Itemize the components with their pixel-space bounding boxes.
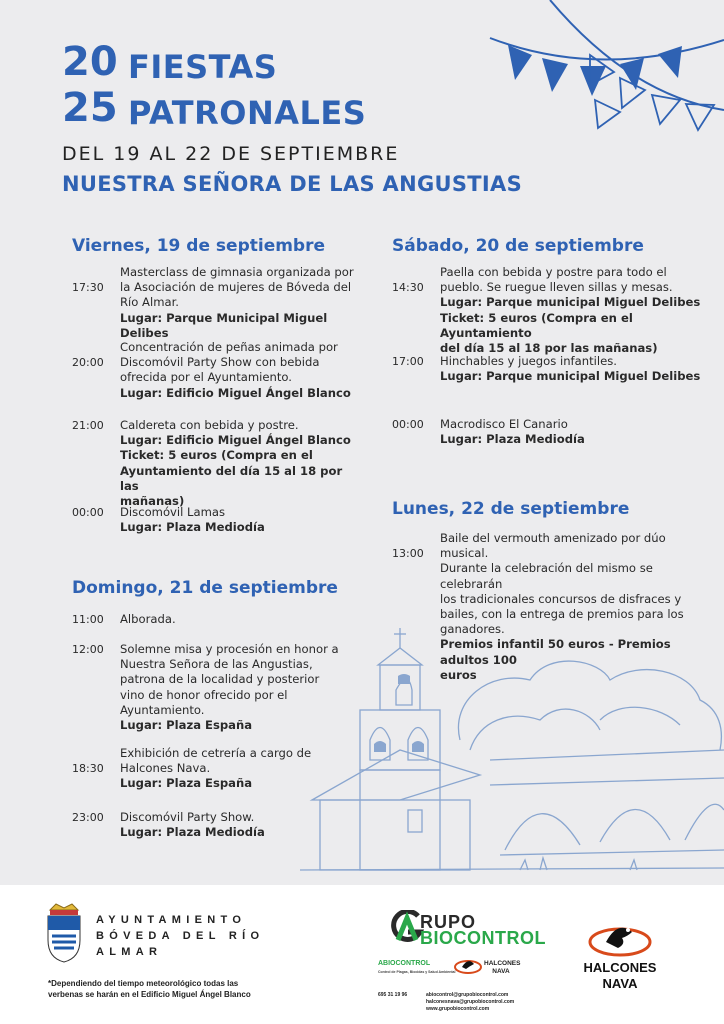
event-text-line: Concentración de peñas animada por [120,340,338,354]
grupo-label: RUPO [420,912,477,932]
halcones-nava-logo-icon [588,918,652,958]
event-detail-line: Lugar: Plaza Mediodía [440,432,585,447]
event-text-line: vino de honor ofrecido por el [120,687,288,702]
event-detail-line: Lugar: Plaza Mediodía [120,825,265,840]
event-text-line: Halcones Nava. [120,761,211,776]
event-time: 11:00 [72,613,104,626]
event-time: 21:00 [72,419,104,432]
event-time: 00:00 [72,506,104,519]
weather-note [48,978,278,1000]
event-text-line: Discomóvil Lamas [120,505,226,519]
event-text-line: Durante la celebración del mismo se celebrarán [440,561,653,591]
fiestas-title [128,44,366,136]
event-detail-line: euros [440,667,477,682]
halcones-nava-text [580,960,660,992]
event-text-line: Hinchables y juegos infantiles. [440,354,617,368]
event-detail-line: Lugar: Parque Municipal Miguel Delibes [120,310,328,340]
event-detail-line: del día 15 al 18 por las mañanas) [440,341,658,356]
event-text-line: pueblo. Se ruegue lleven sillas y mesas. [440,280,673,295]
note-line2: verbenas se harán en el Edificio Miguel Ángel Blanco [48,990,251,999]
event-time: 17:00 [392,355,424,368]
event-description [440,417,712,447]
abiocontrol-sub: Control de Plagas, Biocidas y Salud Ambiental [378,970,456,974]
day-heading-sabado: Sábado, 20 de septiembre [392,236,644,256]
event-detail-line: Lugar: Edificio Miguel Ángel Blanco [120,433,351,448]
coat-of-arms-icon [44,902,84,964]
biocontrol-label: BIOCONTROL [420,928,546,948]
event-description [120,418,360,509]
day-heading-viernes: Viernes, 19 de septiembre [72,236,326,256]
event-text-line: Exhibición de cetrería a cargo de [120,746,312,760]
grupo-biocontrol-logo-icon [390,910,424,944]
website: www.grupobiocontrol.com [426,1006,490,1012]
event-text-line: patrona de la localidad y posterior [120,672,320,687]
day-heading-lunes: Lunes, 22 de septiembre [392,499,630,519]
event-text-line: Río Almar. [120,295,179,310]
bunting-decoration [480,0,724,160]
year-bottom: 25 [62,85,118,131]
ayuntamiento-name [96,912,264,960]
event-time: 14:30 [392,281,424,294]
event-text-line: Alborada. [120,612,176,626]
event-text-line: la Asociación de mujeres de Bóveda del [120,280,352,295]
halcones-big-line2: NAVA [602,976,638,991]
event-text-line: bailes, con la entrega de premios para los [440,607,684,622]
event-detail-line: Lugar: Edificio Miguel Ángel Blanco [120,385,351,400]
event-description [440,354,712,384]
event-time: 23:00 [72,811,104,824]
event-time: 18:30 [72,762,104,775]
event-detail-line: Lugar: Plaza España [120,718,253,733]
event-detail-line: Ticket: 5 euros (Compra en el Ayuntamiento [440,310,633,340]
date-range: DEL 19 AL 22 DE SEPTIEMBRE [62,143,400,165]
ayto-line1: AYUNTAMIENTO [96,914,247,926]
event-text-line: ganadores. [440,622,505,637]
event-time: 17:30 [72,281,104,294]
event-detail-line: Lugar: Plaza España [120,776,253,791]
event-detail-line: mañanas) [120,494,185,509]
halcones-small-text [484,960,521,976]
phone-number: 695 31 19 96 [378,992,408,998]
event-description [120,505,360,535]
ayto-line2: BÓVEDA DEL RÍO [96,930,265,942]
title-line1: FIESTAS [128,48,278,86]
halcones-small-line2: NAVA [492,968,510,975]
event-text-line: Discomóvil Party Show. [120,810,255,824]
event-text-line: Caldereta con bebida y postre. [120,418,299,432]
event-detail-line: Ticket: 5 euros (Compra en el [120,448,313,463]
event-time: 13:00 [392,547,424,560]
event-text-line: Masterclass de gimnasia organizada por [120,265,354,279]
event-detail-line: Lugar: Parque municipal Miguel Delibes [440,369,701,384]
event-detail-line: Lugar: Plaza Mediodía [120,520,265,535]
halcones-big-line1: HALCONES [583,960,657,975]
event-text-line: ofrecida por el Ayuntamiento. [120,370,292,385]
event-text-line: Paella con bebida y postre para todo el [440,265,667,279]
event-text-line: Discomóvil Party Show con bebida [120,355,320,370]
title-line2: PATRONALES [128,94,367,132]
event-text-line: los tradicionales concursos de disfraces y [440,591,682,606]
ayto-line3: ALMAR [96,946,163,958]
day-heading-domingo: Domingo, 21 de septiembre [72,578,338,598]
saint-name: NUESTRA SEÑORA DE LAS ANGUSTIAS [62,172,522,196]
note-line1: *Dependiendo del tiempo meteorológico todas las [48,979,239,988]
church-illustration [300,620,724,885]
event-time: 20:00 [72,356,104,369]
event-description [120,265,360,341]
event-text-line: Macrodisco El Canario [440,417,568,431]
event-description [120,340,360,401]
abiocontrol-label: ABIOCONTROL [378,960,431,967]
event-text-line: Nuestra Señora de las Angustias, [120,657,313,672]
email-abiocontrol: abiocontrol@grupobiocontrol.com [426,992,509,998]
event-detail-line: Lugar: Parque municipal Miguel Delibes [440,295,701,310]
year [62,39,118,134]
event-detail-line: Premios infantil 50 euros - Premios adultos 100 [440,637,671,667]
year-top: 20 [62,39,118,85]
event-time: 12:00 [72,643,104,656]
event-text-line: Ayuntamiento. [120,702,205,717]
event-description [440,265,712,356]
event-text-line: Solemne misa y procesión en honor a [120,642,339,656]
halcones-small-logo-icon [454,956,482,974]
event-time: 00:00 [392,418,424,431]
event-text-line: Baile del vermouth amenizado por dúo musical. [440,531,666,561]
event-detail-line: Ayuntamiento del día 15 al 18 por las [120,463,343,493]
email-halcones: halconesnava@grupobiocontrol.com [426,999,515,1005]
halcones-small-line1: HALCONES [484,960,521,967]
